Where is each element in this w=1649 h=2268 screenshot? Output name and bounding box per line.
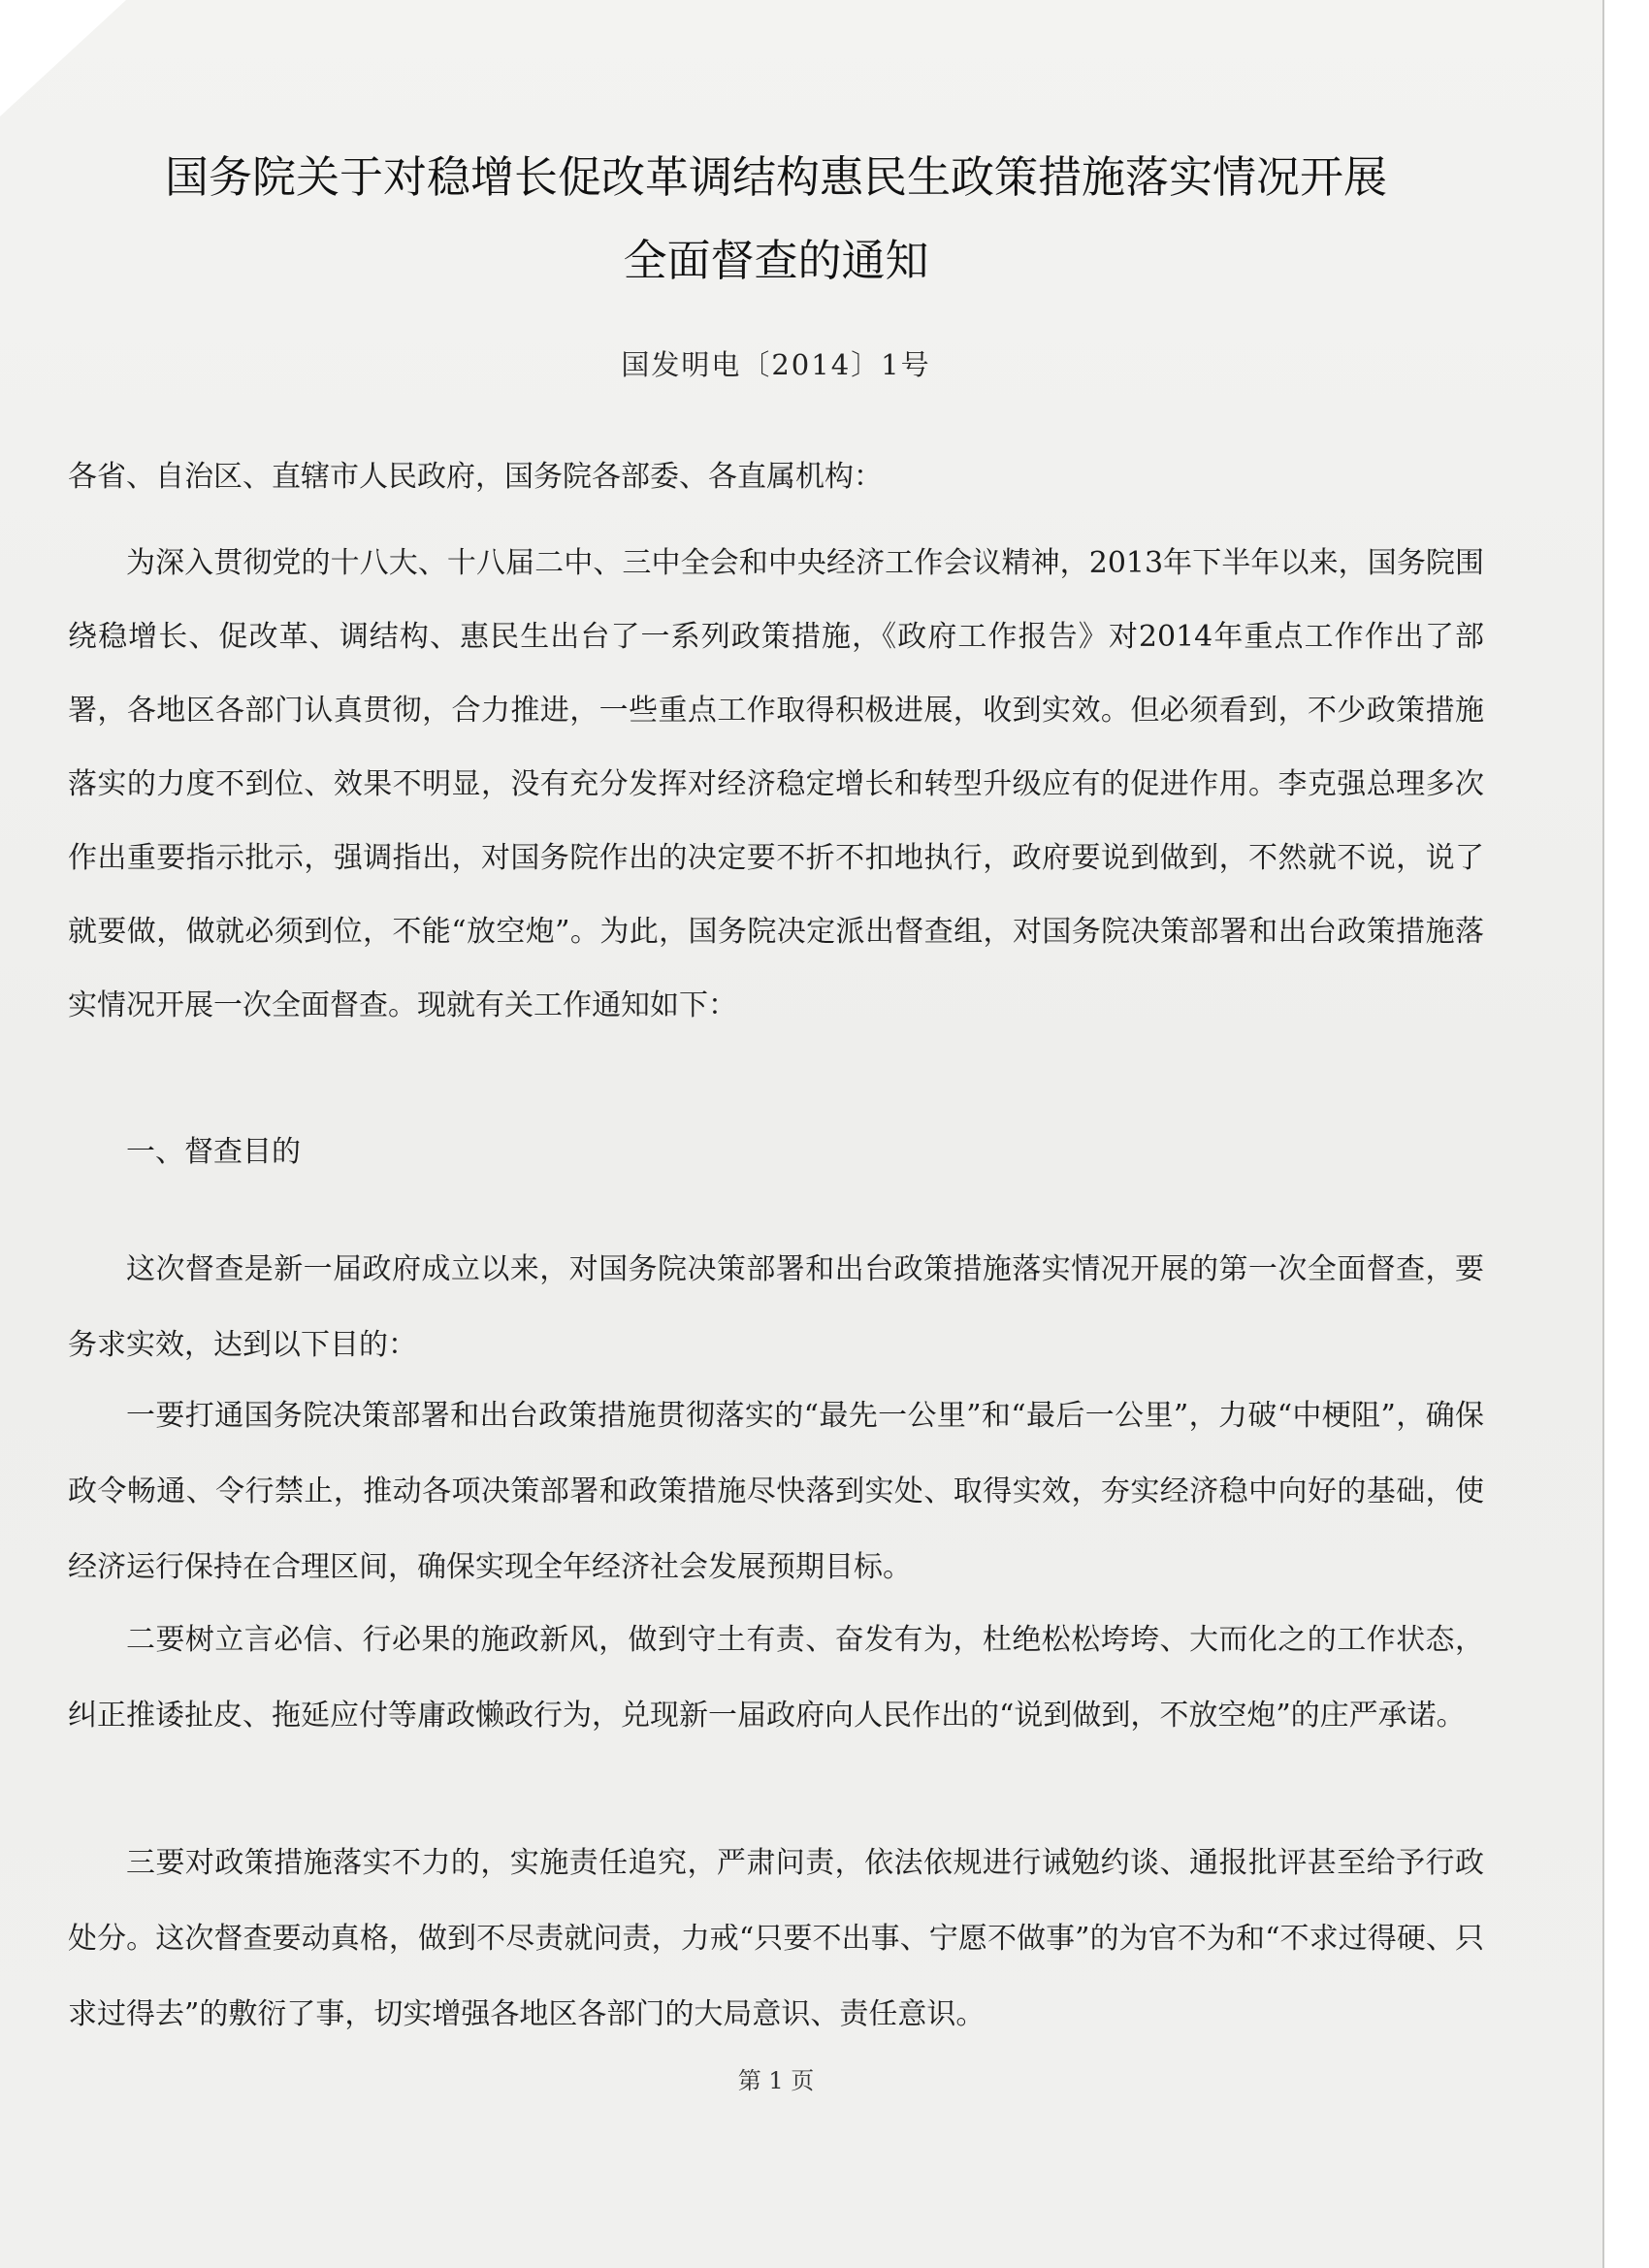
salutation: 各省、自治区、直辖市人民政府，国务院各部委、各直属机构： [68, 460, 883, 494]
page-number: 第 1 页 [737, 2067, 815, 2094]
document-title [68, 136, 1484, 303]
section-heading-1: 一、督查目的 [126, 1135, 301, 1169]
section1-paragraph-4: 三要对政策措施落实不力的，实施责任追究，严肃问责，依法依规进行诫勉约谈、通报批评甚至给予行政处分。这次督查要动真格，做到不尽责就问责，力戒“只要不出事、宁愿不做事”的为官不为和“不求过得硬、只求过得去”的敷衍了事，切实增强各地区各部门的大局意识、责任意识。 [68, 1846, 1484, 2031]
title-line-1: 国务院关于对稳增长促改革调结构惠民生政策措施落实情况开展 [164, 151, 1387, 203]
intro-paragraph: 为深入贯彻党的十八大、十八届二中、三中全会和中央经济工作会议精神，2013年下半年以来，国务院围绕稳增长、促改革、调结构、惠民生出台了一系列政策措施，《政府工作报告》对2014年重点工作作出了部署，各地区各部门认真贯彻，合力推进，一些重点工作取得积极进展，收到实效。但必须看到，不少政策措施落实的力度不到位、效果不明显，没有充分发挥对经济稳定增长和转型升级应有的促进作用。李克强总理多次作出重要指示批示，强调指出，对国务院作出的决定要不折不扣地执行，政府要说到做到，不然就不说，说了就要做，做就必须到位，不能“放空炮”。为此，国务院决定派出督查组，对国务院决策部署和出台政策措施落实情况开展一次全面督查。现就有关工作通知如下： [68, 546, 1484, 1022]
section1-paragraph-3: 二要树立言必信、行必果的施政新风，做到守土有责、奋发有为，杜绝松松垮垮、大而化之的工作状态，纠正推诿扯皮、拖延应付等庸政懒政行为，兑现新一届政府向人民作出的“说到做到，不放空炮”的庄严承诺。 [68, 1623, 1484, 1733]
section1-paragraph-2: 一要打通国务院决策部署和出台政策措施贯彻落实的“最先一公里”和“最后一公里”，力破“中梗阻”，确保政令畅通、令行禁止，推动各项决策部署和政策措施尽快落到实处、取得实效，夯实经济稳中向好的基础，使经济运行保持在合理区间，确保实现全年经济社会发展预期目标。 [68, 1399, 1484, 1584]
title-line-2: 全面督查的通知 [623, 235, 929, 286]
document-number: 国发明电〔2014〕1号 [621, 348, 931, 381]
page-edge [1602, 0, 1649, 2268]
section1-paragraph-1: 这次督查是新一届政府成立以来，对国务院决策部署和出台政策措施落实情况开展的第一次全面督查，要务求实效，达到以下目的： [68, 1252, 1484, 1362]
folded-corner [0, 0, 126, 116]
